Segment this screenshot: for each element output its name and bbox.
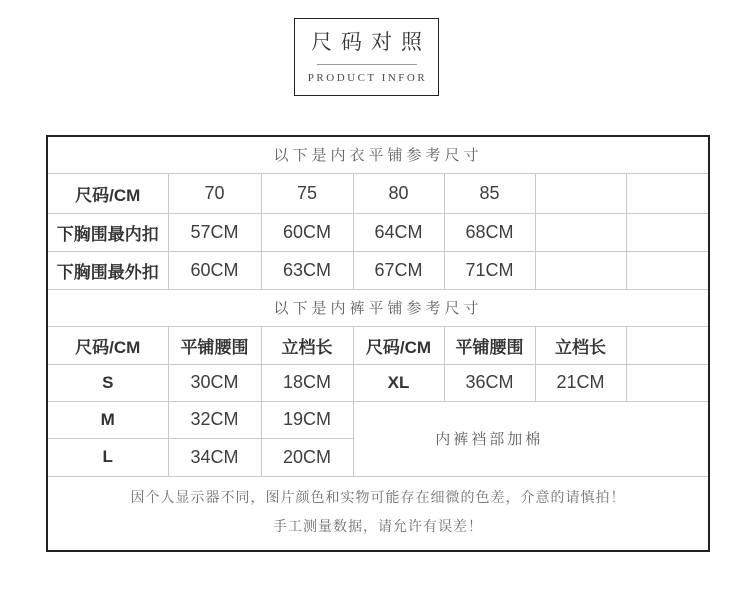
empty-cell (626, 326, 709, 364)
measurement-cell: 64CM (353, 213, 444, 251)
bra-section-heading-row (47, 136, 709, 173)
bra-size-header-label: 尺码/CM (47, 173, 168, 213)
bra-inner-hook-row (47, 213, 709, 251)
empty-cell (626, 364, 709, 401)
footer-line-2: 手工测量数据，请允许有误差！ (273, 520, 484, 536)
panty-section-heading: 以下是内裤平铺参考尺寸 (47, 289, 709, 326)
measurement-cell: 67CM (353, 251, 444, 289)
bra-row-label: 下胸围最内扣 (47, 213, 168, 251)
panty-size-label: XL (353, 364, 444, 401)
empty-cell (535, 173, 626, 213)
bra-size-header-row (47, 173, 709, 213)
bra-size-cell: 75 (261, 173, 353, 213)
measurement-cell: 57CM (168, 213, 261, 251)
panty-column-header: 立档长 (535, 326, 626, 364)
bra-size-cell: 85 (444, 173, 535, 213)
measurement-cell: 21CM (535, 364, 626, 401)
panty-column-header: 尺码/CM (353, 326, 444, 364)
empty-cell (535, 213, 626, 251)
panty-column-header: 尺码/CM (47, 326, 168, 364)
panty-column-header: 平铺腰围 (168, 326, 261, 364)
measurement-cell: 60CM (261, 213, 353, 251)
bra-size-cell: 70 (168, 173, 261, 213)
bra-outer-hook-row (47, 251, 709, 289)
title-box (294, 18, 439, 96)
panty-row-m (47, 401, 709, 438)
measurement-cell: 30CM (168, 364, 261, 401)
panty-size-label: S (47, 364, 168, 401)
empty-cell (535, 251, 626, 289)
measurement-cell: 19CM (261, 401, 353, 438)
panty-row-s-xl (47, 364, 709, 401)
measurement-cell: 20CM (261, 438, 353, 476)
empty-cell (626, 251, 709, 289)
measurement-cell: 36CM (444, 364, 535, 401)
bra-row-label: 下胸围最外扣 (47, 251, 168, 289)
measurement-cell: 32CM (168, 401, 261, 438)
panty-size-label: L (47, 438, 168, 476)
bra-section-heading: 以下是内衣平铺参考尺寸 (47, 136, 709, 173)
panty-note: 内裤裆部加棉 (353, 401, 709, 476)
panty-header-row (47, 326, 709, 364)
measurement-cell: 63CM (261, 251, 353, 289)
page-subtitle: PRODUCT INFOR (307, 71, 428, 84)
panty-section-heading-row (47, 289, 709, 326)
panty-size-label: M (47, 401, 168, 438)
page-title: 尺码对照 (311, 30, 431, 55)
empty-cell (626, 173, 709, 213)
footer-row (47, 476, 709, 551)
measurement-cell: 18CM (261, 364, 353, 401)
empty-cell (626, 213, 709, 251)
measurement-cell: 60CM (168, 251, 261, 289)
panty-column-header: 立档长 (261, 326, 353, 364)
panty-column-header: 平铺腰围 (444, 326, 535, 364)
measurement-cell: 34CM (168, 438, 261, 476)
size-table (46, 135, 710, 552)
title-divider (317, 64, 417, 65)
bra-size-cell: 80 (353, 173, 444, 213)
measurement-cell: 71CM (444, 251, 535, 289)
footer-line-1: 因个人显示器不同，图片颜色和实物可能存在细微的色差，介意的请慎拍！ (130, 490, 626, 506)
footer-disclaimer (47, 476, 709, 551)
measurement-cell: 68CM (444, 213, 535, 251)
